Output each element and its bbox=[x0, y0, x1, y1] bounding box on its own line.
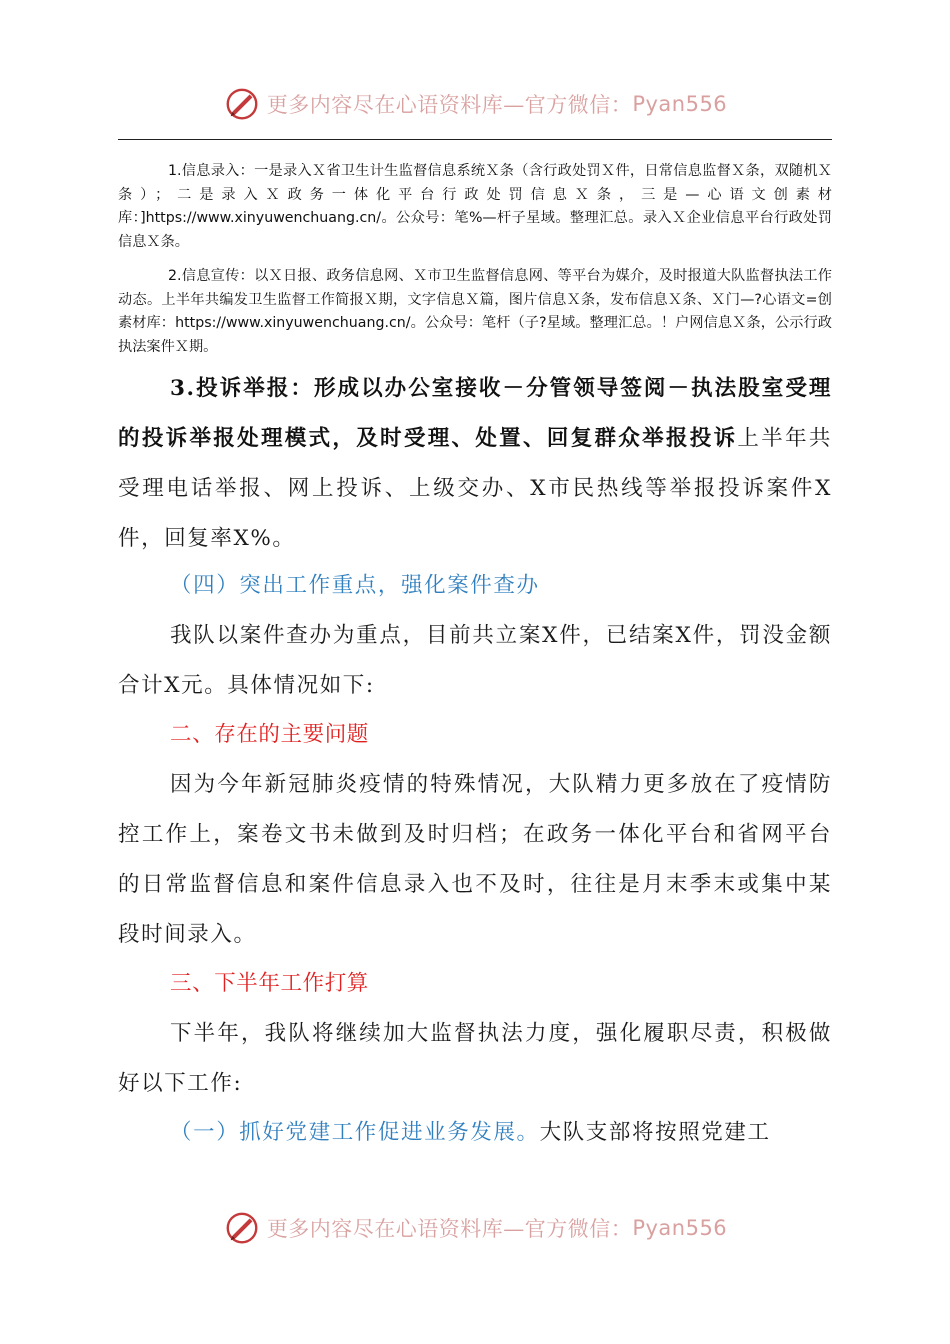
section-heading-three: 三、下半年工作打算 bbox=[170, 971, 369, 996]
paragraph-info-publicity: 2.信息宣传：以Ｘ日报、政务信息网、Ｘ市卫生监督信息网、等平台为媒介，及时报道大队监督执法工作动态。上半年共编发卫生监督工作简报Ｘ期，文字信息Ｘ篇，图片信息Ｘ条，发布信息Ｘ条、Ｘ门—?心语文=创素材库：https://www.xinyuwenchuang.cn/。公众号：笔杆（子?星域。整理汇总。！户网信息Ｘ条，公示行政执法案件Ｘ期。 bbox=[118, 268, 832, 355]
banner-text: 更多内容尽在心语资料库—官方微信： bbox=[266, 93, 633, 117]
paragraph-case-handling: 我队以案件查办为重点，目前共立案X件，已结案X件，罚没金额合计X元。具体情况如下: bbox=[118, 623, 832, 698]
pen-logo-icon bbox=[223, 85, 261, 123]
paragraph-plan: 下半年，我队将继续加大监督执法力度，强化履职尽责，积极做好以下工作: bbox=[118, 1021, 832, 1096]
complaints-heading: 3.投诉举报：形成以办公室接收－分管领导签阅－执法股室受理的投诉举报处理模式，及时受理、处置、回复群众举报投诉 bbox=[118, 376, 832, 451]
banner-text: 更多内容尽在心语资料库—官方微信： bbox=[266, 1217, 633, 1241]
paragraph-problems: 因为今年新冠肺炎疫情的特殊情况，大队精力更多放在了疫情防控工作上，案卷文书未做到及时归档；在政务一体化平台和省网平台的日常监督信息和案件信息录入也不及时，往往是月末季末或集中某段时间录入。 bbox=[118, 772, 832, 947]
paragraph-info-entry: 1.信息录入：一是录入Ｘ省卫生计生监督信息系统Ｘ条（含行政处罚Ｘ件，日常信息监督Ｘ条，双随机Ｘ条）；二是录入Ｘ政务一体化平台行政处罚信息Ｘ条，三是—心语文创素材库：]https://www.xinyuwenchuang.cn/。公众号：笔%—杆子星域。整理汇总。录入Ｘ企业信息平台行政处罚信息Ｘ条。 bbox=[118, 163, 832, 250]
section-heading-two: 二、存在的主要问题 bbox=[170, 722, 369, 747]
banner-wechat-id: Pyan556 bbox=[632, 92, 728, 116]
pen-logo-icon bbox=[223, 1209, 261, 1247]
section-heading-4: （四）突出工作重点，强化案件查办 bbox=[170, 573, 540, 598]
paragraph-party-building bbox=[118, 1108, 884, 1158]
paragraph-complaints bbox=[118, 364, 832, 564]
banner-wechat-id: Pyan556 bbox=[632, 1216, 728, 1240]
party-building-heading: （一）抓好党建工作促进业务发展。 bbox=[170, 1120, 540, 1145]
header-banner bbox=[0, 84, 950, 124]
header-rule bbox=[118, 139, 832, 140]
party-building-body: 大队支部将按照党建工 bbox=[539, 1120, 771, 1145]
footer-banner bbox=[0, 1208, 950, 1248]
complaints-body: 上半年共受理电话举报、网上投诉、上级交办、X市民热线等举报投诉案件X件，回复率X%。 bbox=[118, 426, 832, 551]
